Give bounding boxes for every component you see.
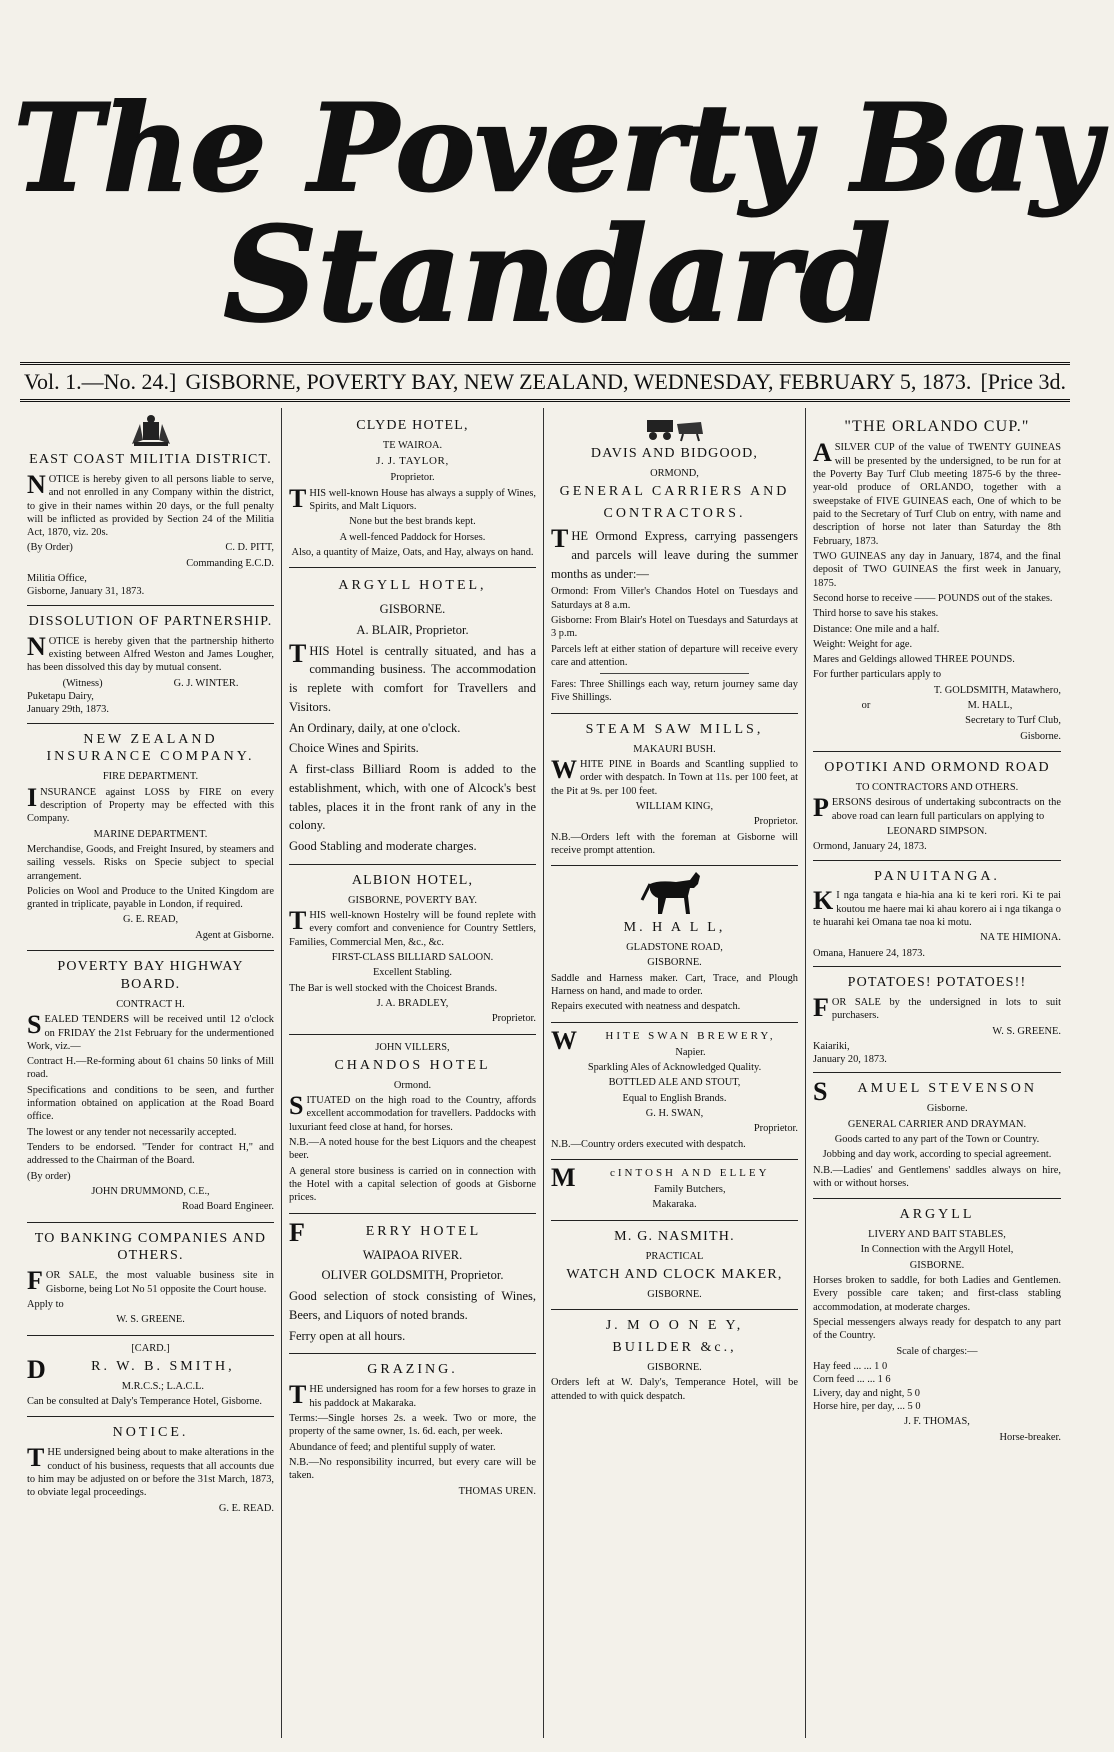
militia-signer: C. D. PITT, (225, 542, 274, 554)
grazing-signer: THOMAS UREN. (458, 1485, 536, 1497)
hall-body: Saddle and Harness maker. Cart, Trace, and Plough Harness on hand, and made to order. (551, 972, 798, 998)
livery-scale: Scale of charges:— (896, 1345, 978, 1357)
brewery-line3: Equal to English Brands. (622, 1092, 727, 1104)
orlando-p8: For further particulars apply to (813, 669, 942, 681)
banking-signer: W. S. GREENE. (116, 1314, 185, 1326)
masthead (0, 0, 1114, 350)
opotiki-sub: TO CONTRACTORS AND OTHERS. (855, 781, 1019, 793)
clyde-title: CLYDE HOTEL, (356, 418, 469, 433)
highway-item: Contract H.—Re-forming about 61 chains 50 links of Mill road. (27, 1056, 274, 1081)
mooney-title: J. M O O N E Y, (605, 1318, 744, 1334)
clyde-body: HIS well-known House has always a supply of Wines, Spirits, and Malt Liquors. (309, 487, 536, 512)
nasmith-sub: PRACTICAL (645, 1250, 704, 1262)
davis-gisborne: Gisborne: From Blair's Hotel on Tuesdays and Saturdays at 3 p.m. (551, 614, 798, 640)
dissolution-notice: DISSOLUTION OF PARTNERSHIP. NOTICE is hereby given that the partnership hitherto existing between Alfred Weston and James Lougher, has been dissolved this day by mutual consent. (Witness) G. J. WINTER. Puketapu Dairy, January 29th, 1873. (27, 606, 274, 724)
hall-repairs: Repairs executed with neatness and despatch. (551, 1001, 741, 1013)
insurance-title: NEW ZEALAND INSURANCE COMPANY. (46, 731, 255, 765)
livery-title: ARGYLL (899, 1207, 975, 1223)
panui-signer: NA TE HIMIONA. (980, 932, 1061, 944)
insurance-fire: FIRE DEPARTMENT. (102, 771, 199, 783)
livery-rate: Horse hire, per day, ... 5 0 (813, 1400, 921, 1412)
potatoes-place: Kaiariki, (813, 1040, 850, 1052)
clyde-line2: A well-fenced Paddock for Horses. (339, 531, 486, 543)
orlando-title: "THE ORLANDO CUP." (844, 418, 1030, 435)
grazing-title: GRAZING. (367, 1362, 458, 1378)
insurance-policies: Policies on Wool and Produce to the United Kingdom are granted in triplicate, payable in London, if required. (27, 885, 274, 911)
mooney-place: GISBORNE. (647, 1361, 702, 1373)
argyll-owner: A. BLAIR, Proprietor. (356, 622, 469, 637)
orlando-p6: Weight: Weight for age. (813, 638, 913, 650)
column-3 (544, 408, 806, 1738)
livery-signer: J. F. THOMAS, (904, 1416, 970, 1428)
orlando-p7: Mares and Geldings allowed THREE POUNDS. (813, 654, 1015, 666)
horse-icon (640, 870, 710, 916)
ferry-body: Good selection of stock consisting of Wines, Beers, and Liquors of noted brands. (289, 1289, 536, 1322)
hall-place: GLADSTONE ROAD, (626, 942, 723, 954)
column-1 (20, 408, 282, 1738)
columns (20, 408, 1070, 1738)
hall-title: M. H A L L, (623, 920, 726, 936)
albion-line2: Excellent Stabling. (372, 967, 453, 979)
nasmith-place: GISBORNE. (647, 1288, 702, 1300)
davis-line2: CONTRACTORS. (603, 506, 746, 522)
banking-body: OR SALE, the most valuable business site in Gisborne, being Lot No 51 opposite the Court house. (45, 1270, 274, 1295)
brewery-owner: G. H. SWAN, (645, 1107, 704, 1119)
clyde-role: Proprietor. (390, 472, 435, 484)
ferry-hotel-ad: F ERRY HOTEL WAIPAOA RIVER. OLIVER GOLDSMITH, Proprietor. Good selection of stock consisting of Wines, Beers, and Liquors of noted brands. Ferry open at all hours. (289, 1214, 536, 1355)
orlando-s1: T. GOLDSMITH, Matawhero, (933, 684, 1061, 696)
opotiki-body: ERSONS desirous of undertaking subcontracts on the above road can learn full particulars on applying to (831, 797, 1061, 822)
ferry-owner: OLIVER GOLDSMITH, Proprietor. (321, 1268, 504, 1283)
chandos-store: A general store business is carried on in connection with the Hotel with a capital selection of goods at Gisborne prices. (289, 1165, 536, 1204)
livery-rate: Hay feed ... ... 1 0 (813, 1360, 888, 1372)
ferry-title: ERRY HOTEL (365, 1223, 482, 1239)
mooney-trade: BUILDER &c., (612, 1339, 737, 1355)
issue-line (20, 362, 1070, 402)
banking-ad: TO BANKING COMPANIES AND OTHERS. FOR SALE, the most valuable business site in Gisborne, being Lot No 51 opposite the Court house. Apply to W. S. GREENE. (27, 1223, 274, 1336)
grazing-ad: GRAZING. THE undersigned has room for a few horses to graze in his paddock at Makaraka. Terms:—Single horses 2s. a week. Two or more, the property of the same owner, 1s. 6d. each, per week. Abundance of feed; and plentiful supply of water. N.B.—No responsibility incurred, but every care will be taken. THOMAS UREN. (289, 1362, 536, 1497)
samuel-line2: Jobbing and day work, according to special agreement. (822, 1149, 1052, 1161)
livery-place: GISBORNE. (909, 1259, 965, 1271)
albion-role: Proprietor. (491, 1013, 536, 1025)
livery-rate: Corn feed ... ... 1 6 (813, 1374, 891, 1386)
orlando-p3: Second horse to receive —— POUNDS out of the stakes. (813, 592, 1053, 604)
albion-line3: The Bar is well stocked with the Choicest Brands. (289, 982, 498, 994)
orlando-body: SILVER CUP of the value of TWENTY GUINEAS will be presented by the undersigned, to be run for at the Poverty Bay Turf Club meeting 1875-6 by the three-year-old produce of ORLANDO, together with a sweepstake of FIVE GUINEAS each, One of which to be paid to the Secretary of Turf Club on entry, with name and description of horse not later than Saturday the 8th February, 1873. (813, 442, 1061, 547)
chandos-hotel-ad: JOHN VILLERS, CHANDOS HOTEL Ormond. SITUATED on the high road to the Country, affords excellent accommodation for travellers. Paddocks with luxuriant feed close at hand, for horses. N.B.—A noted house for the best Liquors and the cheapest beer. A general store business is carried on in connection with the Hotel with a capital selection of goods at Gisborne prices. (289, 1035, 536, 1214)
dissolution-place: Puketapu Dairy, (27, 690, 94, 702)
read-notice: NOTICE. THE undersigned being about to make alterations in the conduct of his business, requests that all accounts due to him may be adjusted on or before the 31st March, 1873, to obviate legal proceedings. G. E. READ. (27, 1425, 274, 1514)
butchers-place: Makaraka. (652, 1199, 697, 1211)
brewery-title: HITE SWAN BREWERY, (605, 1029, 776, 1042)
argyll-line4: Good Stabling and moderate charges. (289, 839, 477, 854)
davis-fares: Fares: Three Shillings each way, return journey same day Five Shillings. (551, 679, 798, 704)
mooney-ad (551, 1310, 798, 1411)
clyde-line1: None but the best brands kept. (349, 516, 476, 528)
highway-ad: POVERTY BAY HIGHWAY BOARD. CONTRACT H. SEALED TENDERS will be received until 12 o'clock on FRIDAY the 21st February for the undermentioned Work, viz.— Contract H.—Re-forming about 61 chains 50 links of Mill road. Specifications and conditions to be seen, and further information obtained on application at the Road Board office. The lowest or any tender not necessarily accepted. Tenders to be endorsed. "Tender for contract H," and addressed to the Chairman of the Board. (By order) JOHN DRUMMOND, C.E., Road Board Engineer. (27, 951, 274, 1223)
opotiki-signer: LEONARD SIMPSON. (887, 825, 987, 837)
insurance-ad: NEW ZEALAND INSURANCE COMPANY. FIRE DEPARTMENT. INSURANCE against LOSS by FIRE on every description of Property may be effected with this Company. MARINE DEPARTMENT. Merchandise, Goods, and Freight Insured, by steamers and sailing vessels. Risks on Specie subject to special arrangement. Policies on Wool and Produce to the United Kingdom are granted in triplicate, payable in London, if required. G. E. READ, Agent at Gisborne. (27, 724, 274, 952)
militia-office: Militia Office, (27, 573, 87, 585)
clyde-line3: Also, a quantity of Maize, Oats, and Hay, always on hand. (291, 546, 534, 558)
grazing-terms: Terms:—Single horses 2s. a week. Two or more, the property of the same owner, 1s. 6d. each, per week. (289, 1412, 536, 1438)
column-2 (282, 408, 544, 1738)
potatoes-signer: W. S. GREENE. (992, 1025, 1061, 1037)
dissolution-title: DISSOLUTION OF PARTNERSHIP. (28, 613, 273, 629)
hall-saddler-ad (551, 866, 798, 1022)
saw-body: HITE PINE in Boards and Scantling supplied to order with despatch. In Town at 11s. per 100 feet, at the Pit at 9s. per 100 feet. (551, 759, 798, 797)
insurance-marine: MARINE DEPARTMENT. (93, 828, 208, 840)
livery-role: Horse-breaker. (999, 1431, 1061, 1443)
militia-notice: EAST COAST MILITIA DISTRICT. NOTICE is hereby given to all persons liable to serve, and not enrolled in any Company within the district, to give in their names within 20 days, or the full penalty will be inflicted as provided by Section 24 of the Militia Act, 1870, viz. 20s. (By Order) C. D. PITT, Commanding E.C.D. Militia Office, Gisborne, January 31, 1873. (27, 410, 274, 606)
dissolution-body: OTICE is hereby given that the partnership hitherto existing between Alfred Weston and James Lougher, has been dissolved this day by mutual consent. (27, 635, 274, 674)
banking-title: TO BANKING COMPANIES AND OTHERS. (34, 1230, 267, 1264)
davis-bidgood-ad: DAVIS AND BIDGOOD, ORMOND, GENERAL CARRIERS AND CONTRACTORS. THE Ormond Express, carrying passengers and parcels will leave during the summer months as under:— Ormond: From Viller's Chandos Hotel on Tuesdays and Saturdays at 8 a.m. Gisborne: From Blair's Hotel on Tuesdays and Saturdays at 3 p.m. Parcels left at either station of departure will receive every care and attention. Fares: Three Shillings each way, return journey same day Five Shillings. (551, 410, 798, 714)
grazing-nb: N.B.—No responsibility incurred, but every care will be taken. (289, 1456, 536, 1482)
opotiki-date: Ormond, January 24, 1873. (813, 841, 927, 853)
insurance-agent-role: Agent at Gisborne. (195, 929, 274, 941)
samuel-line1: Goods carted to any part of the Town or Country. (834, 1133, 1040, 1145)
opotiki-title: OPOTIKI AND ORMOND ROAD (824, 760, 1050, 776)
saw-mills-ad: STEAM SAW MILLS, MAKAURI BUSH. WHITE PINE in Boards and Scantling supplied to order with despatch. In Town at 11s. per 100 feet, at the Pit at 9s. per 100 feet. WILLIAM KING, Proprietor. N.B.—Orders left with the foreman at Gisborne will receive prompt attention. (551, 714, 798, 866)
grazing-abundance: Abundance of feed; and plentiful supply of water. (289, 1441, 496, 1453)
argyll-line2: Choice Wines and Spirits. (289, 741, 419, 756)
albion-place: GISBORNE, POVERTY BAY. (348, 894, 477, 906)
orlando-s3: Secretary to Turf Club, (965, 715, 1061, 727)
chandos-body: ITUATED on the high road to the Country, affords excellent accommodation for travellers. Paddocks with luxuriant feed close at hand, for horses. (289, 1095, 536, 1133)
highway-contract: CONTRACT H. (116, 998, 185, 1010)
nasmith-ad (551, 1221, 798, 1310)
butchers-ad: M cINTOSH AND ELLEY Family Butchers, Makaraka. (551, 1160, 798, 1221)
saw-place: MAKAURI BUSH. (633, 743, 716, 755)
nasmith-title: M. G. NASMITH. (614, 1228, 735, 1244)
albion-owner: J. A. BRADLEY, (376, 998, 449, 1010)
issue-price: [Price 3d. (980, 369, 1066, 394)
davis-title: DAVIS AND BIDGOOD, (590, 446, 759, 461)
brewery-role: Proprietor. (753, 1123, 798, 1135)
samuel-nb: N.B.—Ladies' and Gentlemens' saddles always on hire, with or without horses. (813, 1164, 1061, 1189)
samuel-place: Gisborne. (926, 1103, 968, 1115)
brewery-line1: Sparkling Ales of Acknowledged Quality. (587, 1062, 762, 1074)
brewery-line2: BOTTLED ALE AND STOUT, (608, 1077, 741, 1089)
militia-date: Gisborne, January 31, 1873. (27, 586, 145, 598)
argyll-hotel-ad: ARGYLL HOTEL, GISBORNE. A. BLAIR, Proprietor. THIS Hotel is centrally situated, and has a commanding business. The accommodation is replete with comfort for Travellers and Visitors. An Ordinary, daily, at one o'clock. Choice Wines and Spirits. A first-class Billiard Room is added to the establishment, which, with one of Alcock's best tables, places it in the front rank of any in the colony. Good Stabling and moderate charges. (289, 568, 536, 865)
militia-title: EAST COAST MILITIA DISTRICT. (29, 452, 272, 467)
militia-byorder: (By Order) (27, 542, 73, 554)
saw-title: STEAM SAW MILLS, (585, 721, 764, 737)
orlando-s2: M. HALL, (967, 700, 1013, 712)
card-body: Can be consulted at Daly's Temperance Hotel, Gisborne. (27, 1396, 262, 1408)
orlando-p5: Distance: One mile and a half. (813, 623, 940, 635)
read-notice-signer: G. E. READ. (218, 1502, 274, 1514)
potatoes-body: OR SALE by the undersigned in lots to suit purchasers. (831, 996, 1061, 1022)
card-ad: [CARD.] D R. W. B. SMITH, M.R.C.S.; L.A.C.L. Can be consulted at Daly's Temperance Hotel, Gisborne. (27, 1336, 274, 1418)
davis-place: ORMOND, (650, 467, 699, 479)
chandos-owner: JOHN VILLERS, (375, 1041, 450, 1053)
highway-spec: Specifications and conditions to be seen, and further information obtained on application at the Road Board office. (27, 1084, 274, 1123)
potatoes-date: January 20, 1873. (813, 1054, 887, 1066)
chandos-nb: N.B.—A noted house for the best Liquors and the cheapest beer. (289, 1137, 536, 1162)
nasmith-trade: WATCH AND CLOCK MAKER, (566, 1266, 783, 1282)
highway-byorder: (By order) (27, 1170, 71, 1182)
brewery-place: Napier. (675, 1046, 706, 1058)
albion-line1: FIRST-CLASS BILLIARD SALOON. (331, 952, 494, 964)
davis-ormond: Ormond: From Viller's Chandos Hotel on Tuesdays and Saturdays at 8 a.m. (551, 586, 798, 611)
davis-parcels: Parcels left at either station of departure will receive every care and attention. (551, 643, 798, 668)
dissolution-date: January 29th, 1873. (27, 704, 109, 716)
albion-body: HIS well-known Hostelry will be found replete with every comfort and convenience for Country Settlers, Families, Commercial Men, &c., &c. (289, 910, 536, 948)
panui-date: Omana, Hanuere 24, 1873. (813, 947, 925, 959)
butchers-title: cINTOSH AND ELLEY (609, 1166, 770, 1179)
panuitanga-ad: PANUITANGA. K I nga tangata e hia-hia ana ki te keri rori. Ki te pai koutou me haere mai ki ahau korero ai i nga tikanga o te huarahi kei Omana tae noa ki motu. NA TE HIMIONA. Omana, Hanuere 24, 1873. (813, 861, 1061, 967)
column-4 (806, 408, 1068, 1738)
grazing-body: HE undersigned has room for a few horses to graze in his paddock at Makaraka. (309, 1384, 536, 1409)
issue-volume: Vol. 1.—No. 24.] (24, 369, 177, 394)
argyll-line3: A first-class Billiard Room is added to the establishment, which, with one of Alcock's best tables, places it in the front rank of any in the colony. (289, 762, 536, 833)
orlando-s4: Gisborne. (1020, 730, 1061, 742)
livery-body: Horses broken to saddle, for both Ladies and Gentlemen. Every possible care taken; and first-class stabling accommodation, at moderate charges. (813, 1275, 1061, 1313)
issue-dateline: GISBORNE, POVERTY BAY, NEW ZEALAND, WEDNESDAY, FEBRUARY 5, 1873. (185, 369, 972, 394)
highway-signer: JOHN DRUMMOND, C.E., (91, 1185, 210, 1197)
orlando-or: or (861, 700, 871, 712)
dissolution-signer: G. J. WINTER. (173, 677, 239, 689)
mooney-body: Orders left at W. Daly's, Temperance Hotel, will be attended to with quick despatch. (551, 1377, 798, 1402)
clyde-owner: J. J. TAYLOR, (376, 455, 449, 468)
orlando-p2: TWO GUINEAS any day in January, 1874, and the final deposit of TWO GUINEAS the first week in January, 1875. (813, 550, 1061, 589)
highway-endorse: Tenders to be endorsed. "Tender for contract H," and addressed to the Chairman of the Board. (27, 1142, 274, 1167)
clyde-hotel-ad: CLYDE HOTEL, TE WAIROA. J. J. TAYLOR, Proprietor. THIS well-known House has always a supply of Wines, Spirits, and Malt Liquors. None but the best brands kept. A well-fenced Paddock for Horses. Also, a quantity of Maize, Oats, and Hay, always on hand. (289, 410, 536, 568)
chandos-title: CHANDOS HOTEL (334, 1057, 491, 1073)
albion-hotel-ad: ALBION HOTEL, GISBORNE, POVERTY BAY. THIS well-known Hostelry will be found replete with every comfort and convenience for Country Settlers, Families, Commercial Men, &c., &c. FIRST-CLASS BILLIARD SALOON. Excellent Stabling. The Bar is well stocked with the Choicest Brands. J. A. BRADLEY, Proprietor. (289, 865, 536, 1035)
brewery-nb: N.B.—Country orders executed with despatch. (551, 1138, 746, 1150)
masthead-title-line2: Standard (223, 198, 891, 350)
argyll-place: GISBORNE. (379, 602, 446, 617)
highway-lowest: The lowest or any tender not necessarily accepted. (27, 1126, 237, 1138)
card-label: [CARD.] (131, 1342, 170, 1354)
highway-role: Road Board Engineer. (181, 1201, 274, 1213)
saw-nb: N.B.—Orders left with the foreman at Gisborne will receive prompt attention. (551, 831, 798, 856)
panui-title: PANUITANGA. (874, 868, 1000, 884)
royal-crest-icon (128, 414, 174, 448)
samuel-stevenson-ad: S AMUEL STEVENSON Gisborne. GENERAL CARRIER AND DRAYMAN. Goods carted to any part of the Town or Country. Jobbing and day work, according to special agreement. N.B.—Ladies' and Gentlemens' saddles always on hire, with or without horses. (813, 1073, 1061, 1199)
livery-special: Special messengers always ready for despatch to any part of the Country. (813, 1317, 1061, 1342)
samuel-title: AMUEL STEVENSON (857, 1081, 1037, 1097)
chandos-place: Ormond. (393, 1079, 432, 1091)
opotiki-road-ad: OPOTIKI AND ORMOND ROAD TO CONTRACTORS AND OTHERS. PERSONS desirous of undertaking subcontracts on the above road can learn full particulars on applying to LEONARD SIMPSON. Ormond, January 24, 1873. (813, 752, 1061, 860)
masthead-title-line1: The Poverty Bay (13, 78, 1101, 219)
orlando-p4: Third horse to save his stakes. (813, 608, 939, 620)
saw-role: Proprietor. (753, 816, 798, 828)
livery-rate: Livery, day and night, 5 0 (813, 1387, 920, 1399)
argyll-line1: An Ordinary, daily, at one o'clock. (289, 720, 461, 735)
highway-title: POVERTY BAY HIGHWAY BOARD. (57, 959, 244, 992)
dissolution-witness: (Witness) (62, 677, 103, 689)
hall-town: GISBORNE. (647, 957, 702, 969)
militia-body: OTICE is hereby given to all persons liable to serve, and not enrolled in any Company within the district, to give in their names within 20 days, or the full penalty will be inflicted as provided by Section 24 of the Militia Act, 1870, viz. 20s. (27, 473, 274, 539)
militia-role: Commanding E.C.D. (186, 557, 274, 569)
panui-body: I nga tangata e hia-hia ana ki te keri rori. Ki te pai koutou me haere mai ki ahau korero ai i nga tikanga o te huarahi kei Omana tae noa ki motu. (813, 890, 1061, 929)
card-name: R. W. B. SMITH, (91, 1358, 235, 1374)
insurance-marine-body: Merchandise, Goods, and Freight Insured, by steamers and sailing vessels. Risks on Specie subject to special arrangement. (27, 843, 274, 882)
clyde-place: TE WAIROA. (382, 439, 443, 451)
argyll-body: HIS Hotel is centrally situated, and has a commanding business. The accommodation is replete with comfort for Travellers and Visitors. (289, 643, 536, 714)
argyll-title: ARGYLL HOTEL, (338, 578, 487, 594)
insurance-fire-body: NSURANCE against LOSS by FIRE on every description of Property may be effected with this Company. (27, 786, 274, 825)
ferry-place: WAIPAOA RIVER. (362, 1247, 463, 1262)
livery-stables-ad (813, 1199, 1061, 1452)
highway-body: EALED TENDERS will be received until 12 o'clock on FRIDAY the 21st February for the undermentioned Work, viz.— (27, 1014, 274, 1052)
brewery-ad: W HITE SWAN BREWERY, Napier. Sparkling Ales of Acknowledged Quality. BOTTLED ALE AND STOUT, Equal to English Brands. G. H. SWAN, Proprietor. N.B.—Country orders executed with despatch. (551, 1023, 798, 1160)
card-quals: M.R.C.S.; L.A.C.L. (121, 1380, 205, 1392)
davis-body: HE Ormond Express, carrying passengers and parcels will leave during the summer months as under:— (551, 529, 798, 581)
samuel-trade: GENERAL CARRIER AND DRAYMAN. (847, 1118, 1027, 1130)
butchers-sub: Family Butchers, (653, 1184, 726, 1195)
insurance-agent: G. E. READ, (122, 914, 179, 926)
albion-title: ALBION HOTEL, (351, 872, 474, 888)
orlando-cup-ad: "THE ORLANDO CUP." ASILVER CUP of the value of TWENTY GUINEAS will be presented by the undersigned, to be run for at the Poverty Bay Turf Club meeting 1875-6 by the three-year-old produce of ORLANDO, together with a sweepstake of FIVE GUINEAS each, One of which to be paid to the Secretary of Turf Club on entry, with name and description of horse not later than Saturday the 8th February, 1873. TWO GUINEAS any day in January, 1874, and the final deposit of TWO GUINEAS the first week in January, 1875. Second horse to receive —— POUNDS out of the stakes. Third horse to save his stakes. Distance: One mile and a half. Weight: Weight for age. Mares and Geldings allowed THREE POUNDS. For further particulars apply to T. GOLDSMITH, Matawhero, or M. HALL, Secretary to Turf Club, Gisborne. (813, 410, 1061, 752)
ferry-line1: Ferry open at all hours. (289, 1328, 406, 1343)
banking-apply: Apply to (27, 1299, 64, 1310)
read-notice-body: HE undersigned being about to make alterations in the conduct of his business, requests that all accounts due to him may be adjusted on or before the 31st March, 1873, to obviate legal proceedings. (27, 1447, 274, 1499)
potatoes-ad: POTATOES! POTATOES!! FOR SALE by the undersigned in lots to suit purchasers. W. S. GREENE. Kaiariki, January 20, 1873. (813, 967, 1061, 1073)
coach-icon (643, 414, 707, 442)
livery-conn: In Connection with the Argyll Hotel, (860, 1244, 1014, 1256)
saw-owner: WILLIAM KING, (635, 800, 714, 812)
potatoes-title: POTATOES! POTATOES!! (847, 974, 1027, 990)
read-notice-title: NOTICE. (112, 1425, 189, 1441)
livery-sub: LIVERY AND BAIT STABLES, (868, 1229, 1006, 1241)
davis-line1: GENERAL CARRIERS AND (559, 484, 790, 500)
